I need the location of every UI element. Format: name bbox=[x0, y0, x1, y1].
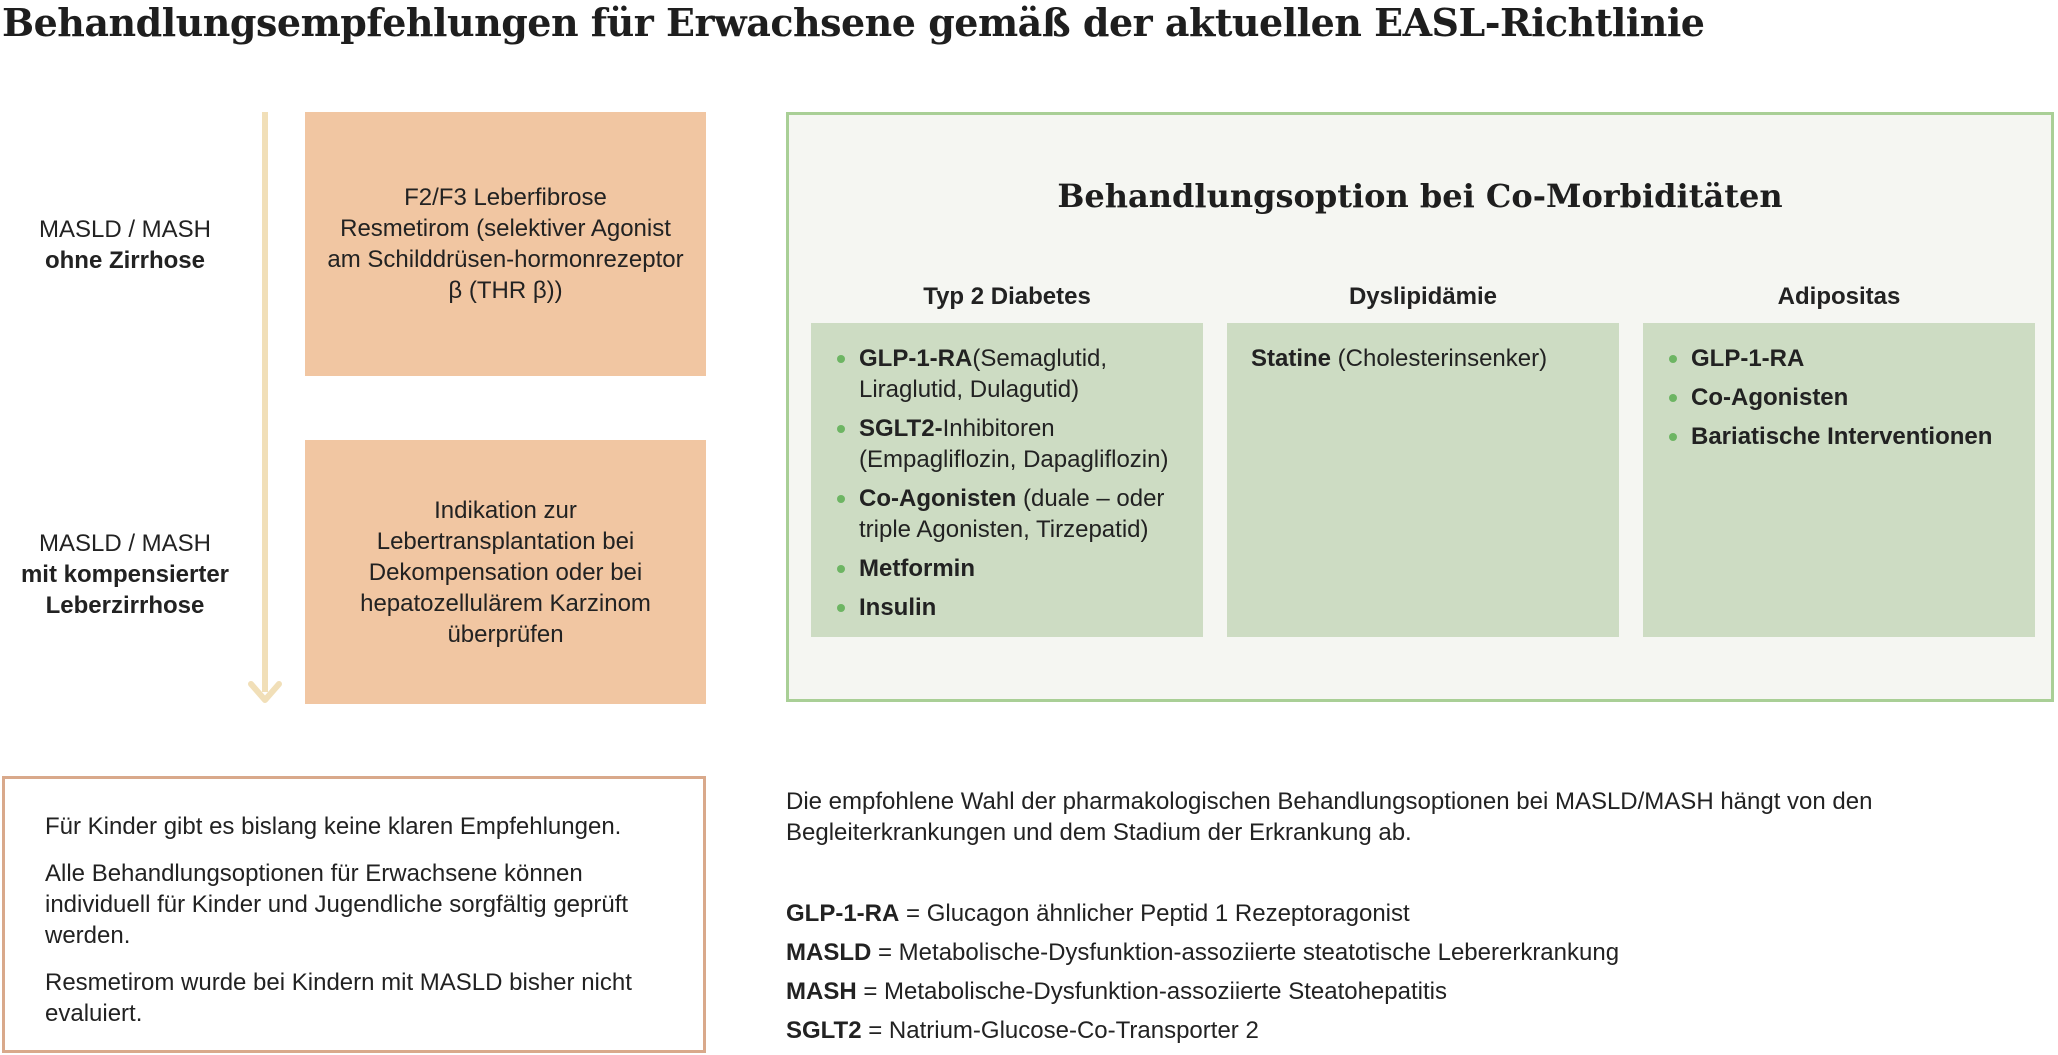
drug-name: Co-Agonisten bbox=[1691, 384, 1849, 411]
drug-detail: Inhibitoren (Empagliflozin, Dapagliflozin) bbox=[859, 415, 1169, 473]
drug-detail: (Semaglutid, Liraglutid, Dulagutid) bbox=[859, 345, 1108, 403]
drug-name: GLP-1-RA bbox=[859, 345, 973, 372]
drug-name: Insulin bbox=[859, 594, 937, 621]
treatment-text: Resmetirom (selektiver Agonist am Schilddrüsen-hormonrezeptor β (THR β)) bbox=[327, 215, 684, 304]
abbreviation-item bbox=[786, 933, 1619, 972]
treatment-heading: F2/F3 Leberfibrose bbox=[404, 184, 607, 211]
list-item bbox=[835, 483, 1183, 545]
abbreviation-item bbox=[786, 972, 1619, 1011]
children-paragraph: Für Kinder gibt es bislang keine klaren Empfehlungen. bbox=[45, 813, 622, 840]
list-item bbox=[835, 343, 1183, 405]
treatment-box-fibrosis bbox=[305, 112, 706, 376]
list-item bbox=[1667, 343, 2015, 374]
comorbidity-panel bbox=[786, 112, 2054, 702]
abbreviation-term: SGLT2 bbox=[786, 1017, 862, 1044]
column-box-dyslipidemia bbox=[1227, 323, 1619, 637]
drug-name: Co-Agonisten bbox=[859, 485, 1017, 512]
abbreviation-term: MASH bbox=[786, 978, 857, 1005]
drug-detail: (duale – oder triple Agonisten, Tirzepatid) bbox=[859, 485, 1165, 543]
abbreviation-definition: = Natrium-Glucose-Co-Transporter 2 bbox=[861, 1017, 1259, 1044]
drug-detail: (Cholesterinsenker) bbox=[1331, 345, 1548, 372]
page-title: Behandlungsempfehlungen für Erwachsene gemäß der aktuellen EASL-Richtlinie bbox=[2, 0, 1705, 45]
list-item bbox=[1667, 382, 2015, 413]
stage-label-line1: MASLD / MASH bbox=[38, 530, 212, 557]
comorbidity-title: Behandlungsoption bei Co-Morbiditäten bbox=[1057, 177, 1783, 215]
stage-label-line1: MASLD / MASH bbox=[38, 216, 212, 243]
drug-name: Statine bbox=[1251, 345, 1332, 372]
treatment-box-transplant bbox=[305, 440, 706, 704]
column-box-obesity bbox=[1643, 323, 2035, 637]
abbreviation-definition: = Metabolische-Dysfunktion-assoziierte Steatohepatitis bbox=[856, 978, 1447, 1005]
abbreviation-term: GLP-1-RA bbox=[786, 900, 900, 927]
abbreviation-term: MASLD bbox=[786, 939, 872, 966]
abbreviation-definition: = Glucagon ähnlicher Peptid 1 Rezeptoragonist bbox=[899, 900, 1410, 927]
column-heading-obesity: Adipositas bbox=[1777, 283, 1901, 310]
column-heading-diabetes: Typ 2 Diabetes bbox=[923, 283, 1091, 310]
list-item bbox=[835, 413, 1183, 475]
drug-name: Metformin bbox=[859, 555, 975, 582]
stage-label-no-cirrhosis bbox=[0, 214, 250, 276]
column-box-diabetes bbox=[811, 323, 1203, 637]
abbreviation-list bbox=[786, 894, 1619, 1050]
stage-label-line2: ohne Zirrhose bbox=[44, 247, 206, 274]
drug-name: SGLT2- bbox=[859, 415, 943, 442]
children-paragraph: Alle Behandlungsoptionen für Erwachsene können individuell für Kinder und Jugendliche sorgfältig geprüft werden. bbox=[45, 860, 629, 949]
children-paragraph: Resmetirom wurde bei Kindern mit MASLD bisher nicht evaluiert. bbox=[45, 969, 632, 1027]
drug-name: GLP-1-RA bbox=[1691, 345, 1805, 372]
list-item bbox=[1667, 421, 2015, 452]
stage-label-compensated-cirrhosis bbox=[0, 528, 250, 621]
progression-arrow-line bbox=[262, 112, 268, 692]
children-info-box bbox=[2, 776, 706, 1053]
recommendation-note: Die empfohlene Wahl der pharmakologischen Behandlungsoptionen bei MASLD/MASH hängt von den Begleiterkrankungen und dem Stadium der Erkrankung ab. bbox=[786, 788, 1873, 846]
column-heading-dyslipidemia: Dyslipidämie bbox=[1348, 283, 1498, 310]
stage-label-line2: mit kompensierter Leberzirrhose bbox=[20, 561, 230, 619]
treatment-text: Indikation zur Lebertransplantation bei Dekompensation oder bei hepatozellulärem Karzinom überprüfen bbox=[360, 496, 651, 648]
abbreviation-item bbox=[786, 894, 1619, 933]
list-item bbox=[835, 592, 1183, 623]
progression-arrow-head-icon bbox=[247, 678, 283, 708]
drug-name: Bariatische Interventionen bbox=[1691, 423, 1993, 450]
abbreviation-definition: = Metabolische-Dysfunktion-assoziierte steatotische Lebererkrankung bbox=[871, 939, 1620, 966]
abbreviation-item bbox=[786, 1011, 1619, 1050]
list-item bbox=[835, 553, 1183, 584]
